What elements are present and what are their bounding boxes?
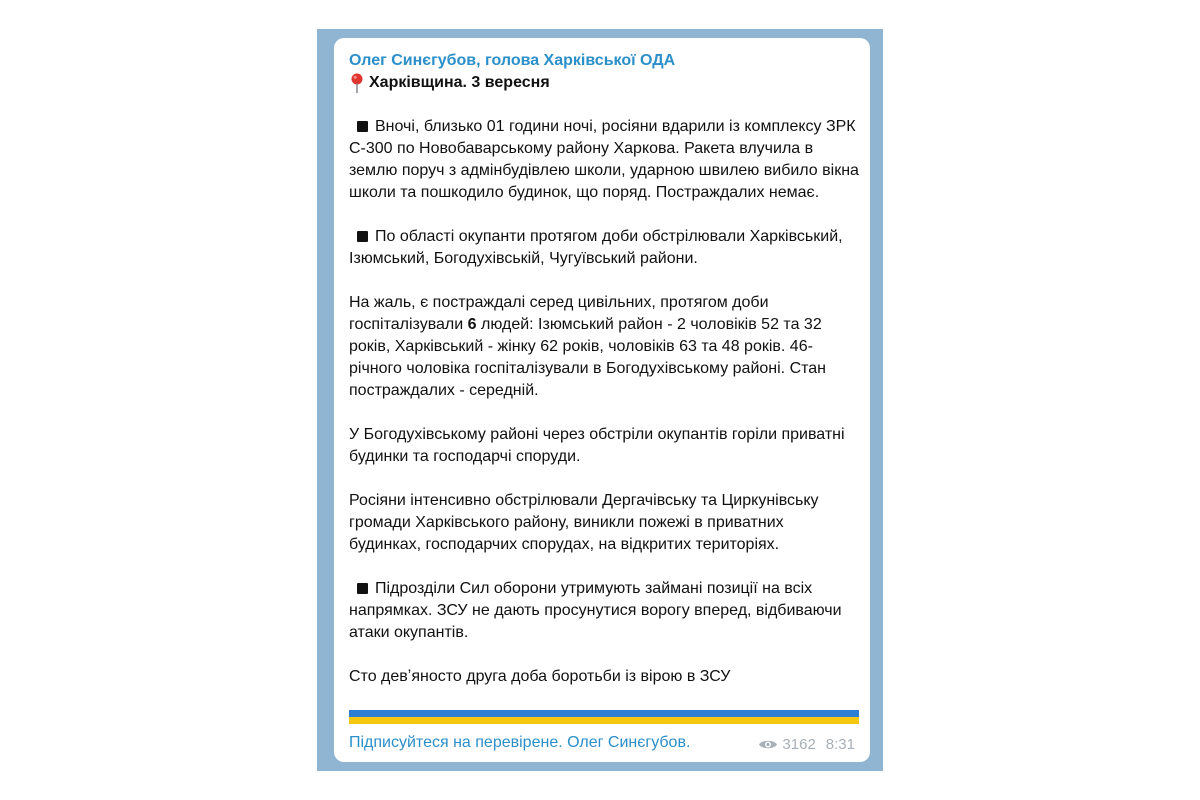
paragraph-casualties bbox=[349, 292, 859, 402]
paragraph-text: На жаль, є постраждалі серед цивільних, протягом доби госпіталізували bbox=[349, 294, 769, 333]
channel-name-link[interactable]: Олег Синєгубов, голова Харківської ОДА bbox=[349, 52, 676, 69]
ukraine-flag-icon bbox=[731, 668, 751, 682]
view-count: 3162 bbox=[782, 736, 816, 753]
paragraph-text: Сто девʼяносто друга доба боротьби із вірою в ЗСУ bbox=[349, 668, 731, 685]
paragraph-text: По області окупанти протягом доби обстрілювали Харківський, Ізюмський, Богодухівській, Чугуївський райони. bbox=[349, 228, 843, 267]
black-square-icon bbox=[357, 231, 368, 242]
paragraph-text: У Богодухівському районі через обстріли окупантів горіли приватні будинки та господарчі споруди. bbox=[349, 426, 845, 465]
subscribe-link[interactable]: Підписуйтеся на перевірене. Олег Синєгубов. bbox=[349, 734, 691, 751]
paragraph-day-count bbox=[349, 666, 859, 688]
paragraph-night-strike bbox=[349, 116, 859, 204]
paragraph-text: Вночі, близько 01 години ночі, росіяни вдарили із комплексу ЗРК С-300 по Новобаварському району Харкова. Ракета влучила в землю поруч з адмінбудівлею школи, ударною швилею вибило вікна школи та пошкодило будинок, що поряд. Постраждалих немає. bbox=[349, 118, 859, 201]
casualty-count: 6 bbox=[467, 316, 477, 333]
eye-icon bbox=[758, 738, 778, 751]
message-time: 8:31 bbox=[825, 736, 855, 753]
paragraph-text: Росіяни інтенсивно обстрілювали Дергачівську та Циркунівську громади Харківського району, виникли пожежі в приватних будинках, господарчих спорудах, на відкритих територіях. bbox=[349, 492, 819, 553]
paragraph-dergachi bbox=[349, 490, 859, 556]
round-pushpin-icon bbox=[349, 73, 365, 93]
black-square-icon bbox=[357, 121, 368, 132]
paragraph-text: Підрозділи Сил оборони утримують займані позиції на всіх напрямках. ЗСУ не дають просунутися ворогу вперед, відбиваючи атаки окупантів. bbox=[349, 580, 842, 641]
location-line bbox=[349, 72, 855, 94]
paragraph-bohodukhiv bbox=[349, 424, 859, 468]
paragraph-defense bbox=[349, 578, 859, 644]
location-date-text: Харківщина. 3 вересня bbox=[369, 74, 550, 91]
message-meta bbox=[758, 736, 855, 753]
paragraph-text: людей: Ізюмський район - 2 чоловіків 52 та 32 років, Харківський - жінку 62 років, чоловіків 63 та 48 років. 46-річного чоловіка госпіталізували в Богодухівському районі. Стан постраждалих - середній. bbox=[349, 316, 827, 399]
paragraph-region-shelling bbox=[349, 226, 859, 270]
black-square-icon bbox=[357, 583, 368, 594]
message-body bbox=[349, 116, 859, 724]
message-bubble bbox=[334, 38, 870, 762]
